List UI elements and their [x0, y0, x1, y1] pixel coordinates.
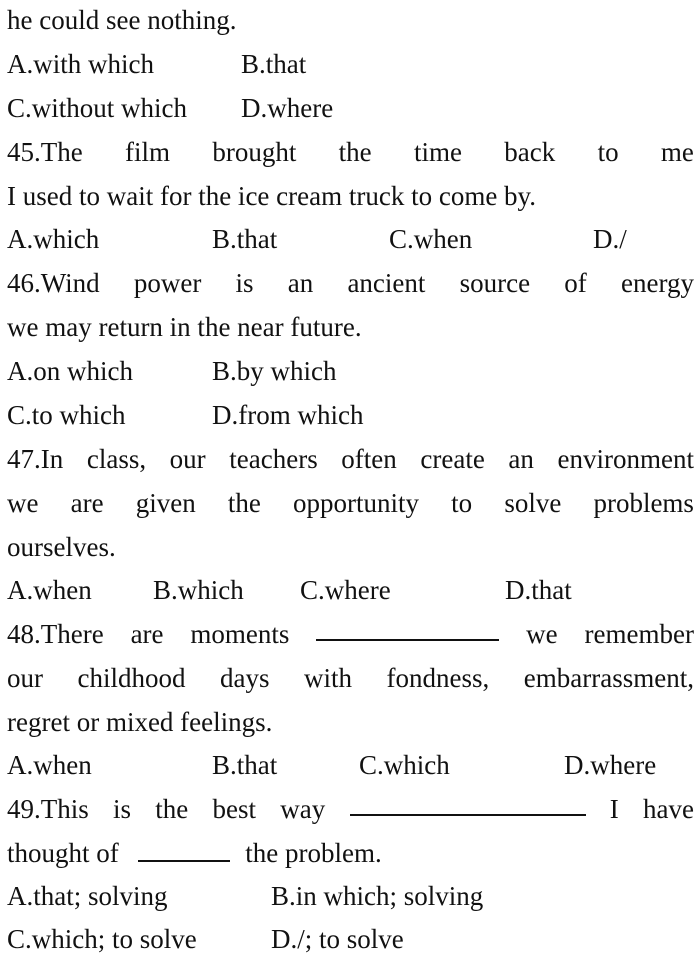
word: is [113, 794, 132, 824]
word: is [235, 268, 254, 298]
word: the problem. [245, 838, 382, 868]
answer-blank[interactable] [316, 617, 499, 641]
word: The [40, 137, 83, 167]
question-44-options-row1 [7, 47, 694, 81]
option-b[interactable]: B.that [212, 750, 278, 780]
option-c[interactable]: C.to which [7, 400, 126, 430]
question-45-options [7, 222, 694, 256]
word: are [70, 488, 104, 518]
word: best [212, 794, 257, 824]
question-46-line1 [7, 266, 694, 300]
question-49-start [7, 792, 89, 826]
word: energy [621, 268, 694, 298]
option-c[interactable]: C.which; to solve [7, 924, 197, 954]
question-number: 49. [7, 794, 41, 824]
question-48-line1 [7, 617, 694, 651]
question-48-options [7, 748, 694, 782]
option-d[interactable]: D.that [505, 575, 572, 605]
option-d[interactable]: D.where [564, 750, 657, 780]
word: to [451, 488, 473, 518]
question-48-line2 [7, 661, 694, 695]
word: create [420, 444, 485, 474]
question-44-text: he could see nothing. [7, 5, 237, 35]
word: embarrassment, [523, 663, 694, 693]
word: we [7, 488, 39, 518]
word: environment [557, 444, 694, 474]
word: days [220, 663, 270, 693]
question-47-line1 [7, 442, 694, 476]
question-46-line2: we may return in the near future. [7, 312, 362, 342]
option-c[interactable]: C.which [359, 750, 450, 780]
word: problems [593, 488, 694, 518]
question-45-start [7, 135, 83, 169]
question-number: 47. [7, 444, 41, 474]
option-a[interactable]: A.on which [7, 356, 133, 386]
word: In [40, 444, 64, 474]
word: time [413, 137, 462, 167]
word: fondness, [386, 663, 490, 693]
word: class, [86, 444, 147, 474]
option-a[interactable]: A.that; solving [7, 881, 168, 911]
word: solve [504, 488, 562, 518]
word: back [504, 137, 556, 167]
word: the [227, 488, 261, 518]
word: thought of [7, 838, 119, 868]
word: an [287, 268, 314, 298]
word: opportunity [293, 488, 420, 518]
question-46-options-row1 [7, 354, 694, 388]
option-d[interactable]: D./ [593, 224, 627, 254]
word: to [597, 137, 619, 167]
question-46-start [7, 266, 100, 300]
word: There [40, 619, 104, 649]
option-b[interactable]: B.that [212, 224, 278, 254]
word: our [7, 663, 43, 693]
word: our [169, 444, 206, 474]
question-49-line2 [7, 836, 382, 870]
word: childhood [77, 663, 186, 693]
question-46-options-row2 [7, 398, 694, 432]
option-b[interactable]: B.by which [212, 356, 337, 386]
word: the [338, 137, 372, 167]
question-48-start [7, 617, 104, 651]
word: source [459, 268, 531, 298]
option-a[interactable]: A.when [7, 750, 92, 780]
option-d[interactable]: D.where [241, 93, 334, 123]
question-44-options-row2 [7, 91, 694, 125]
question-47-line2 [7, 486, 694, 520]
option-d[interactable]: D.from which [212, 400, 364, 430]
option-b[interactable]: B.which [153, 575, 244, 605]
question-49-options-row1 [7, 879, 694, 913]
word: This [40, 794, 89, 824]
word: ancient [347, 268, 426, 298]
question-47-line3: ourselves. [7, 532, 116, 562]
question-number: 46. [7, 268, 41, 298]
word: teachers [229, 444, 318, 474]
question-45-line1 [7, 135, 694, 169]
word: power [133, 268, 202, 298]
question-47-start [7, 442, 63, 476]
word: way [280, 794, 326, 824]
word: I [609, 794, 619, 824]
word: me [660, 137, 694, 167]
answer-blank-2[interactable] [138, 838, 230, 862]
word: often [341, 444, 397, 474]
word: have [643, 794, 694, 824]
word: brought [212, 137, 297, 167]
word: we [526, 619, 558, 649]
option-d[interactable]: D./; to solve [271, 924, 404, 954]
word: film [125, 137, 171, 167]
word: moments [190, 619, 290, 649]
answer-blank[interactable] [350, 792, 586, 816]
option-b[interactable]: B.in which; solving [271, 881, 484, 911]
option-a[interactable]: A.which [7, 224, 100, 254]
word: the [155, 794, 189, 824]
word: of [564, 268, 587, 298]
option-c[interactable]: C.when [389, 224, 473, 254]
word: remember [584, 619, 694, 649]
question-49-options-row2 [7, 922, 694, 956]
question-number: 48. [7, 619, 41, 649]
question-48-line3: regret or mixed feelings. [7, 707, 273, 737]
option-c[interactable]: C.without which [7, 93, 187, 123]
word: given [135, 488, 196, 518]
word: are [130, 619, 164, 649]
word: with [304, 663, 353, 693]
word: Wind [40, 268, 100, 298]
question-number: 45. [7, 137, 41, 167]
question-45-line2: I used to wait for the ice cream truck to come by. [7, 181, 537, 211]
option-a[interactable]: A.when [7, 575, 92, 605]
option-a[interactable]: A.with which [7, 49, 154, 79]
word: an [508, 444, 534, 474]
option-c[interactable]: C.where [300, 575, 391, 605]
option-b[interactable]: B.that [241, 49, 307, 79]
question-49-line1 [7, 792, 694, 826]
question-47-options [7, 573, 694, 607]
